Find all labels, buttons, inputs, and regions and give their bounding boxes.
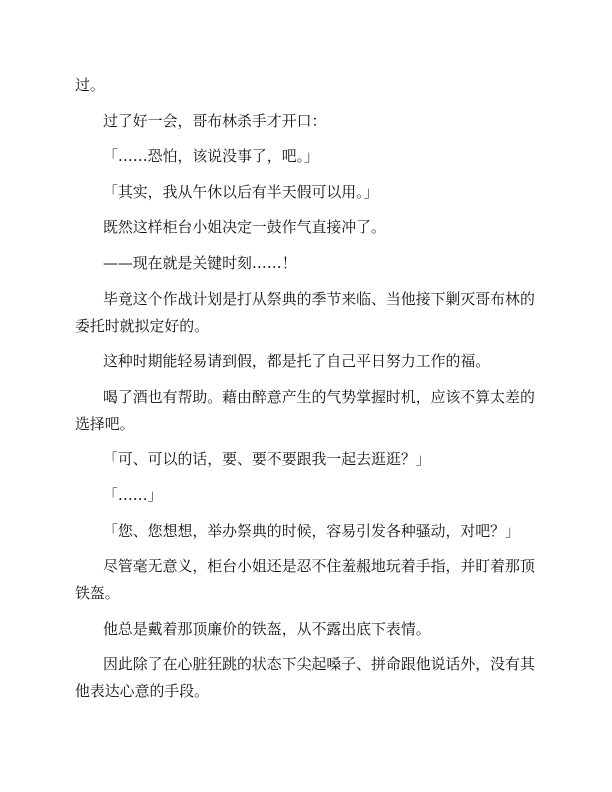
- text-line: 他表达心意的手段。: [75, 682, 210, 701]
- dialogue-paragraph: [75, 482, 555, 509]
- text-line: 铁盔。: [75, 584, 120, 603]
- text-line: 过了好一会，哥布林杀手才开口：: [103, 111, 327, 130]
- text-line: 「……」: [103, 485, 163, 504]
- paragraph: [75, 616, 555, 643]
- dialogue-paragraph: [75, 518, 555, 545]
- text-line: 「您、您想想，举办祭典的时候，容易引发各种骚动，对吧？」: [103, 521, 520, 540]
- text-line: 既然这样柜台小姐决定一鼓作气直接冲了。: [103, 218, 386, 237]
- dialogue-paragraph: [75, 143, 555, 170]
- text-line: 毕竟这个作战计划是打从祭典的季节来临、当他接下剿灭哥布林的: [103, 289, 535, 308]
- text-line: 因此除了在心脏狂跳的状态下尖起嗓子、拼命跟他说话外，没有其: [103, 655, 535, 674]
- paragraph: [75, 286, 555, 340]
- dialogue-paragraph: [75, 446, 555, 473]
- body-text: [75, 72, 555, 714]
- paragraph: [75, 108, 555, 135]
- text-line: 选择吧。: [75, 414, 135, 433]
- text-line: 「可、可以的话，要、要不要跟我一起去逛逛？」: [103, 450, 431, 469]
- text-line: 喝了酒也有帮助。藉由醉意产生的气势掌握时机，应该不算太差的: [103, 387, 535, 406]
- text-line: 这种时期能轻易请到假，都是托了自己平日努力工作的福。: [103, 352, 491, 371]
- text-line: 「其实，我从午休以后有半天假可以用。」: [103, 182, 379, 201]
- paragraph: [75, 553, 555, 607]
- paragraph: [75, 651, 555, 705]
- text-line: 委托时就拟定好的。: [75, 316, 210, 335]
- text-line: 他总是戴着那顶廉价的铁盔，从不露出底下表情。: [103, 619, 431, 638]
- text-line: ——现在就是关键时刻……！: [103, 253, 297, 272]
- text-line: 「……恐怕，该说没事了，吧。」: [103, 147, 319, 166]
- paragraph: [75, 348, 555, 375]
- dialogue-paragraph: [75, 179, 555, 206]
- paragraph: [75, 250, 555, 277]
- paragraph: [75, 214, 555, 241]
- paragraph: [75, 384, 555, 438]
- paragraph: [75, 72, 555, 99]
- text-line: 尽管毫无意义，柜台小姐还是忍不住羞赧地玩着手指，并盯着那顶: [103, 557, 535, 576]
- text-line: 过。: [75, 76, 105, 94]
